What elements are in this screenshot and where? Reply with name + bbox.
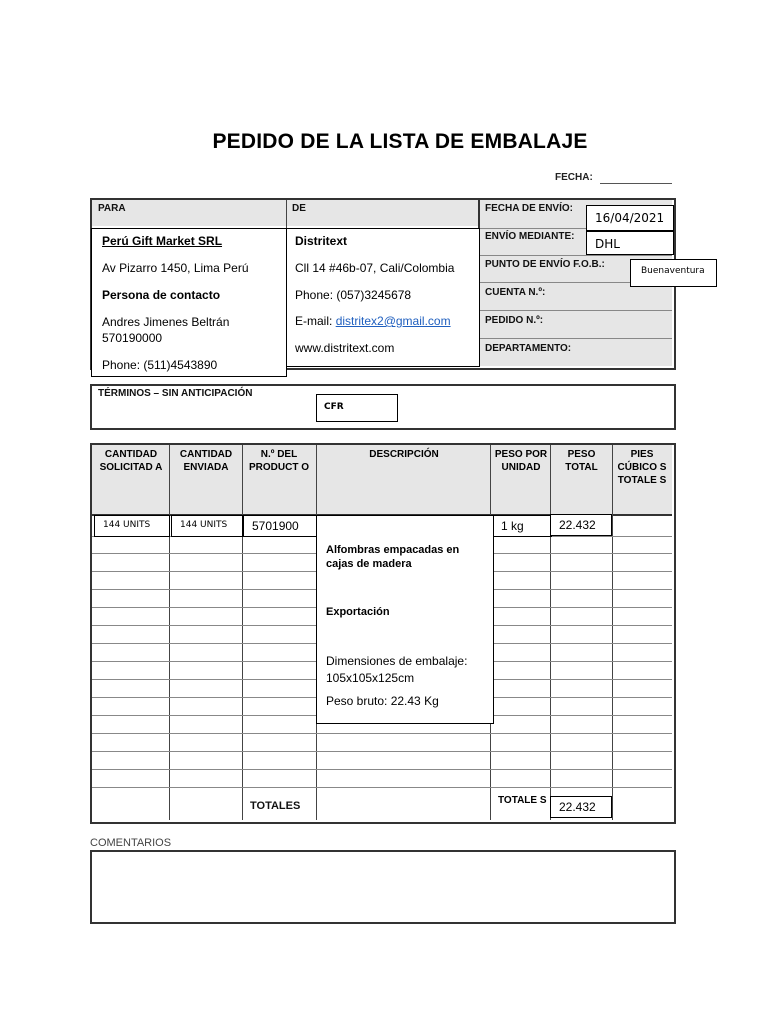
de-email-link[interactable]: distritex2@gmail.com	[335, 314, 451, 328]
description-line3: Dimensiones de embalaje: 105x105x125cm	[326, 654, 468, 685]
para-block	[91, 228, 287, 377]
de-email-label: E-mail:	[295, 314, 333, 328]
header-numero-producto: N.º DEL PRODUCT O	[249, 449, 309, 473]
para-company: Perú Gift Market SRL	[102, 234, 223, 248]
comentarios-label: COMENTARIOS	[90, 837, 172, 849]
cell-cantidad-solicitada[interactable]	[94, 515, 170, 537]
header-peso-unidad: PESO POR UNIDAD	[494, 449, 548, 473]
terms-label: TÉRMINOS – SIN ANTICIPACIÓN	[98, 388, 253, 399]
header-cantidad-enviada: CANTIDAD ENVIADA	[179, 449, 233, 473]
col-divider	[242, 445, 243, 820]
page-title: PEDIDO DE LA LISTA DE EMBALAJE	[212, 130, 588, 153]
punto-envio-text: Buenaventura	[641, 266, 705, 276]
para-label: PARA	[98, 203, 126, 214]
header-cantidad-solicitada: CANTIDAD SOLICITAD A	[99, 449, 163, 473]
para-address: Av Pizarro 1450, Lima Perú	[102, 261, 249, 275]
fecha-envio-label: FECHA DE ENVÍO:	[485, 203, 573, 214]
envio-mediante-text: DHL	[595, 237, 620, 251]
fecha-envio-value[interactable]	[586, 205, 674, 231]
envio-mediante-label: ENVÍO MEDIANTE:	[485, 231, 575, 242]
de-company: Distritext	[295, 234, 348, 248]
de-phone: Phone: (057)3245678	[295, 288, 412, 302]
table-row	[92, 769, 672, 770]
punto-envio-value[interactable]	[630, 259, 717, 287]
cell-numero-producto[interactable]	[243, 515, 318, 537]
departamento-label: DEPARTAMENTO:	[485, 343, 572, 354]
divider	[286, 200, 287, 228]
col-divider	[612, 445, 613, 820]
cell-text: 5701900	[252, 519, 299, 533]
header-peso-total: PESO TOTAL	[565, 449, 598, 473]
comentarios-box[interactable]	[90, 850, 676, 924]
cell-text: 144 UNITS	[180, 520, 228, 530]
total-peso-text: 22.432	[559, 800, 596, 814]
para-contact-id: 570190000	[102, 331, 163, 345]
de-email-row	[295, 314, 451, 328]
cell-cantidad-enviada[interactable]	[171, 515, 243, 537]
totales-label: TOTALES	[250, 800, 301, 812]
description-line2: Exportación	[326, 606, 390, 618]
para-contact-label: Persona de contacto	[102, 288, 221, 302]
cuenta-label: CUENTA N.º:	[485, 287, 546, 298]
pedido-label: PEDIDO N.º:	[485, 315, 544, 326]
terms-value-text: CFR	[324, 402, 344, 412]
description-line4: Peso bruto: 22.43 Kg	[326, 694, 439, 708]
header-pies-cubicos: PIES CÚBICO S TOTALE S	[617, 449, 667, 486]
envio-mediante-value[interactable]	[586, 231, 674, 255]
total-peso-value[interactable]	[550, 796, 612, 818]
description-box[interactable]	[316, 515, 494, 724]
col-divider	[550, 445, 551, 820]
description-line1: Alfombras empacadas en cajas de madera	[326, 544, 460, 570]
cell-text: 144 UNITS	[103, 520, 151, 530]
row-divider	[480, 255, 672, 256]
fecha-line[interactable]	[600, 183, 672, 184]
table-row	[92, 787, 672, 788]
header-descripcion: DESCRIPCIÓN	[369, 449, 439, 460]
cell-text: 1 kg	[501, 519, 524, 533]
row-divider	[480, 310, 672, 311]
table-row	[92, 733, 672, 734]
col-divider	[169, 445, 170, 820]
de-web: www.distritext.com	[295, 341, 395, 355]
fecha-label: FECHA:	[555, 172, 593, 183]
cell-peso-total[interactable]	[550, 514, 612, 536]
terms-value[interactable]	[316, 394, 398, 422]
cell-peso-unidad[interactable]	[492, 515, 552, 537]
punto-envio-label: PUNTO DE ENVÍO F.O.B.:	[485, 259, 605, 270]
de-address: Cll 14 #46b-07, Cali/Colombia	[295, 261, 455, 275]
de-label: DE	[292, 203, 306, 214]
para-contact-name: Andres Jimenes Beltrán	[102, 315, 230, 329]
row-divider	[480, 338, 672, 339]
table-row	[92, 751, 672, 752]
totales-label-2: TOTALE S	[498, 795, 547, 806]
fecha-envio-text: 16/04/2021	[595, 211, 665, 225]
para-phone: Phone: (511)4543890	[102, 358, 218, 372]
cell-text: 22.432	[559, 518, 596, 532]
